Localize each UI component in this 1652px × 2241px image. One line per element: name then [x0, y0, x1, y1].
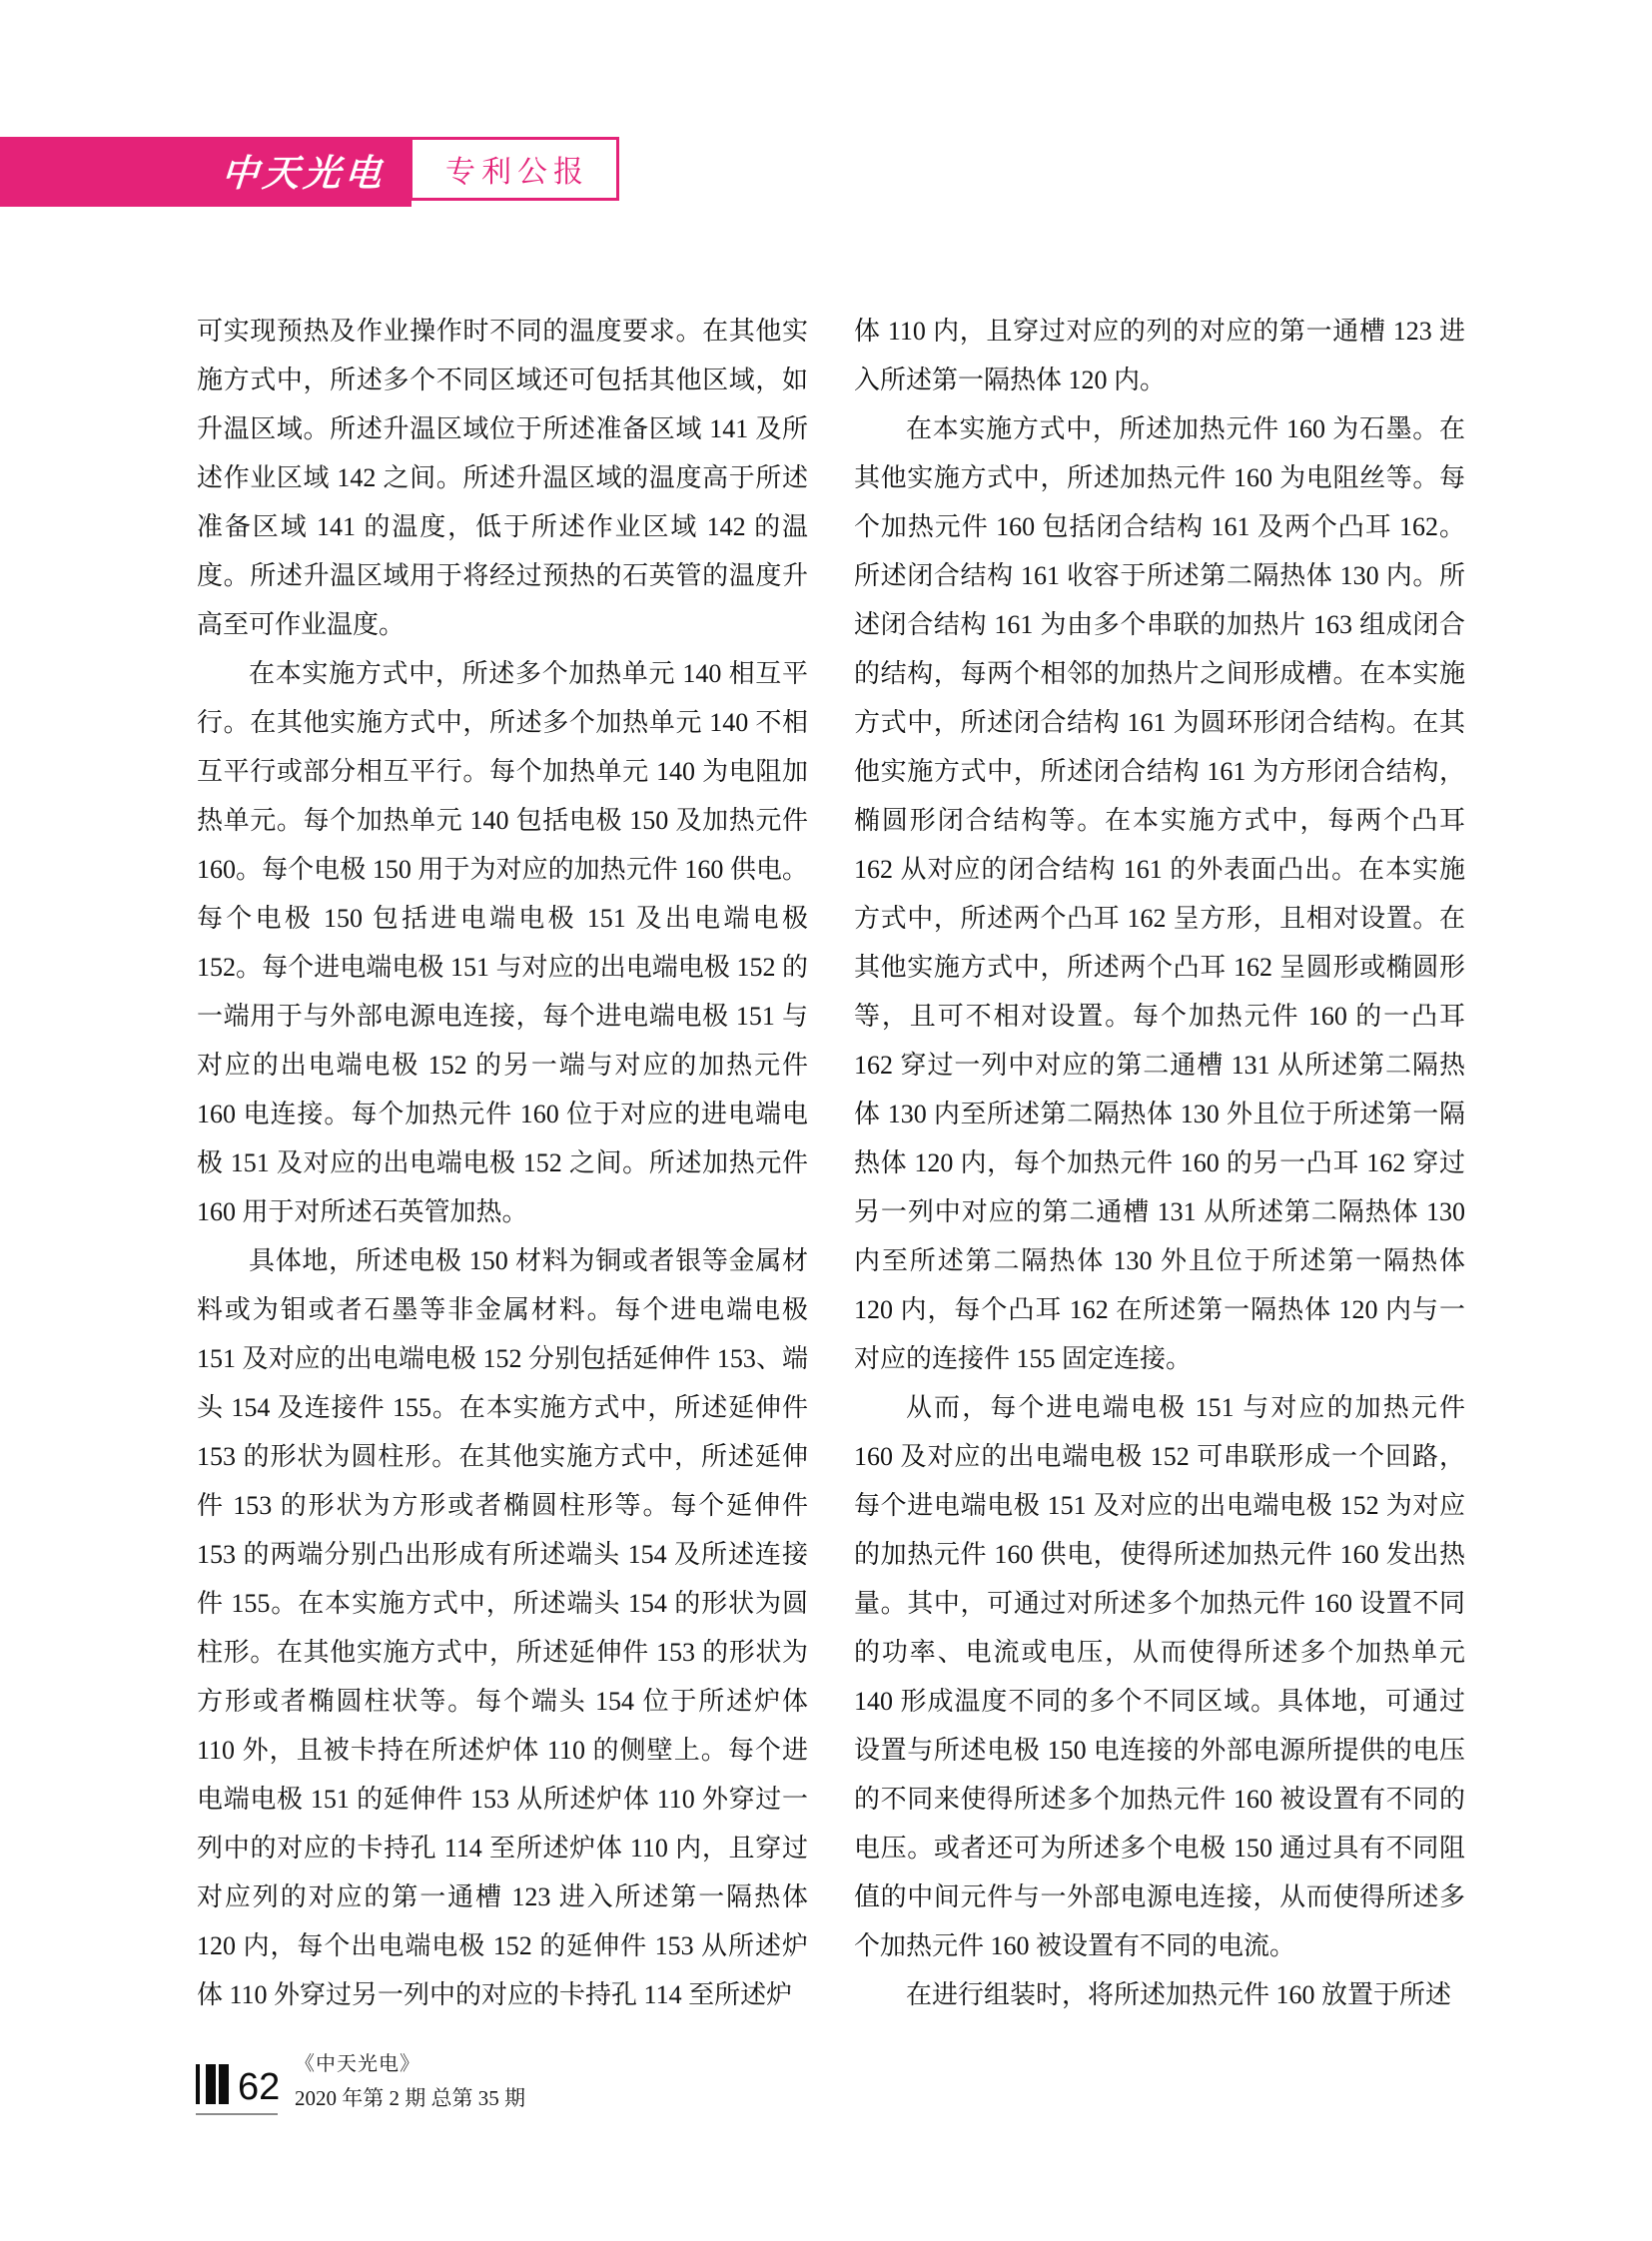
paragraph: 体 110 内，且穿过对应的列的对应的第一通槽 123 进入所述第一隔热体 120 内。	[854, 317, 1465, 394]
page-number-mark	[196, 2062, 281, 2114]
paragraph: 可实现预热及作业操作时不同的温度要求。在其他实施方式中，所述多个不同区域还可包括其他区域，如升温区域。所述升温区域位于所述准备区域 141 及所述作业区域 142 之间。所述升温区域的温度高于所述准备区域 141 的温度，低于所述作业区域 142 的温度。所述升温区域用于将经过预热的石英管的温度升高至可作业温度。	[197, 317, 808, 639]
right-column	[854, 307, 1465, 2019]
journal-info	[295, 2052, 525, 2111]
paragraph: 在进行组装时，将所述加热元件 160 放置于所述	[906, 1980, 1452, 2009]
brand-logo: 中天光电	[220, 153, 388, 195]
footer	[0, 2052, 1652, 2132]
journal-name: 《中天光电》	[295, 2053, 420, 2075]
paragraph: 具体地，所述电极 150 材料为铜或者银等金属材料或为钼或者石墨等非金属材料。每个进电端电极 151 及对应的出电端电极 152 分别包括延伸件 153、端头 154 及连接件 155。在本实施方式中，所述延伸件 153 的形状为圆柱形。在其他实施方式中，所述延伸件 153 的形状为方形或者椭圆柱形等。每个延伸件 153 的两端分别凸出形成有所述端头 154 及所述连接件 155。在本实施方式中，所述端头 154 的形状为圆柱形。在其他实施方式中，所述延伸件 153 的形状为方形或者椭圆柱状等。每个端头 154 位于所述炉体 110 外，且被卡持在所述炉体 110 的侧壁上。每个进电端电极 151 的延伸件 153 从所述炉体 110 外穿过一列中的对应的卡持孔 114 至所述炉体 110 内，且穿过对应列的对应的第一通槽 123 进入所述第一隔热体 120 内，每个出电端电极 152 的延伸件 153 从所述炉体 110 外穿过另一列中的对应的卡持孔 114 至所述炉	[197, 1246, 808, 2009]
header-bar	[0, 137, 412, 207]
paragraph: 在本实施方式中，所述加热元件 160 为石墨。在其他实施方式中，所述加热元件 160 为电阻丝等。每个加热元件 160 包括闭合结构 161 及两个凸耳 162。所述闭合结构 161 收容于所述第二隔热体 130 内。所述闭合结构 161 为由多个串联的加热片 163 组成闭合的结构，每两个相邻的加热片之间形成槽。在本实施方式中，所述闭合结构 161 为圆环形闭合结构。在其他实施方式中，所述闭合结构 161 为方形闭合结构，椭圆形闭合结构等。在本实施方式中，每两个凸耳 162 从对应的闭合结构 161 的外表面凸出。在本实施方式中，所述两个凸耳 162 呈方形，且相对设置。在其他实施方式中，所述两个凸耳 162 呈圆形或椭圆形等，且可不相对设置。每个加热元件 160 的一凸耳 162 穿过一列中对应的第二通槽 131 从所述第二隔热体 130 内至所述第二隔热体 130 外且位于所述第一隔热体 120 内，每个加热元件 160 的另一凸耳 162 穿过另一列中对应的第二通槽 131 从所述第二隔热体 130 内至所述第二隔热体 130 外且位于所述第一隔热体 120 内，每个凸耳 162 在所述第一隔热体 120 内与一对应的连接件 155 固定连接。	[854, 414, 1465, 1373]
paragraph: 从而，每个进电端电极 151 与对应的加热元件 160 及对应的出电端电极 152 可串联形成一个回路，每个进电端电极 151 及对应的出电端电极 152 为对应的加热元件 160 供电，使得所述加热元件 160 发出热量。其中，可通过对所述多个加热元件 160 设置不同的功率、电流或电压，从而使得所述多个加热单元 140 形成温度不同的多个不同区域。具体地，可通过设置与所述电极 150 电连接的外部电源所提供的电压的不同来使得所述多个加热元件 160 被设置有不同的电压。或者还可为所述多个电极 150 通过具有不同阻值的中间元件与一外部电源电连接，从而使得所述多个加热元件 160 被设置有不同的电流。	[854, 1393, 1465, 1960]
left-column	[197, 307, 808, 2019]
journal-issue: 2020 年第 2 期 总第 35 期	[295, 2086, 525, 2110]
page-number-rule	[196, 2113, 278, 2115]
page-mark-bar	[219, 2064, 229, 2104]
page-number: 62	[238, 2066, 281, 2108]
page-mark-bar	[206, 2064, 216, 2104]
paragraph: 在本实施方式中，所述多个加热单元 140 相互平行。在其他实施方式中，所述多个加热单元 140 不相互平行或部分相互平行。每个加热单元 140 为电阻加热单元。每个加热单元 140 包括电极 150 及加热元件 160。每个电极 150 用于为对应的加热元件 160 供电。每个电极 150 包括进电端电极 151 及出电端电极 152。每个进电端电极 151 与对应的出电端电极 152 的一端用于与外部电源电连接，每个进电端电极 151 与对应的出电端电极 152 的另一端与对应的加热元件 160 电连接。每个加热元件 160 位于对应的进电端电极 151 及对应的出电端电极 152 之间。所述加热元件 160 用于对所述石英管加热。	[197, 659, 808, 1226]
patent-gazette-badge	[410, 137, 619, 201]
patent-gazette-badge-label: 专利公报	[445, 156, 589, 189]
page-mark-bar	[196, 2064, 200, 2104]
